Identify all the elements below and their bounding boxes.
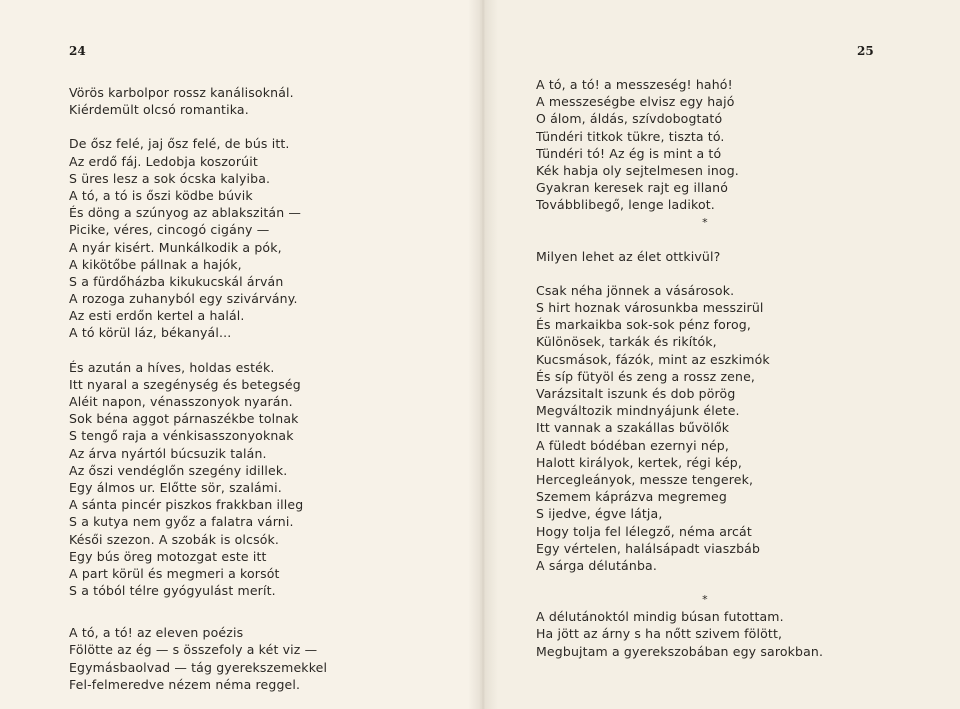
- poem-line: A nyár kisért. Munkálkodik a pók,: [69, 239, 282, 255]
- poem-line: A rozoga zuhanyból egy szivárvány.: [69, 291, 298, 307]
- poem-line: Továbblibegő, lenge ladikot.: [536, 197, 715, 213]
- poem-line: A messzeségbe elvisz egy hajó: [536, 94, 735, 110]
- poem-line: A kikötőbe pállnak a hajók,: [69, 256, 242, 272]
- poem-line: Ha jött az árny s ha nőtt szivem fölött,: [536, 626, 783, 642]
- poem-line: S ijedve, égve látja,: [536, 506, 663, 522]
- poem-line: O álom, áldás, szívdobogtató: [536, 111, 723, 127]
- poem-line: Különösek, tarkák és rikítók,: [536, 334, 717, 350]
- book-gutter: [468, 0, 498, 709]
- section-separator: *: [702, 215, 708, 229]
- poem-line: S a fürdőházba kikukucskál árván: [69, 273, 284, 289]
- poem-line: Egy bús öreg motozgat este itt: [69, 548, 267, 564]
- poem-line: Picike, véres, cincogó cigány —: [69, 222, 270, 238]
- poem-line: Egy álmos ur. Előtte sör, szalámi.: [69, 479, 282, 495]
- stanza-break: [536, 574, 874, 591]
- poem-line: Csak néha jönnek a vásárosok.: [536, 282, 735, 298]
- poem-line: Fel-felmeredve nézem néma reggel.: [69, 676, 301, 692]
- poem-line: De ősz felé, jaj ősz felé, de bús itt.: [69, 136, 290, 152]
- poem-line: Az erdő fáj. Ledobja koszorúit: [69, 153, 258, 169]
- poem-line: És síp fütyöl és zeng a rossz zene,: [536, 368, 756, 384]
- poem-line: Aléit napon, vénasszonyok nyarán.: [69, 394, 293, 409]
- poem-line: És markaikba sok-sok pénz forog,: [536, 317, 751, 333]
- poem-line: Kucsmások, fázók, mint az eszkimók: [536, 351, 770, 367]
- stanza-break: [69, 342, 327, 359]
- poem-line: Gyakran keresek rajt eg illanó: [536, 180, 729, 196]
- poem-line: Megváltozik mindnyájunk élete.: [536, 403, 740, 419]
- poem-line: Késői szezon. A szobák is olcsók.: [69, 531, 280, 547]
- poem-line: Vörös karbolpor rossz kanálisoknál.: [69, 85, 294, 100]
- poem-line: A tó, a tó! az eleven poézis: [69, 625, 244, 641]
- poem-line: S a tóból télre gyógyulást merít.: [69, 583, 276, 599]
- poem-line: Kiérdemült olcsó romantika.: [69, 102, 249, 118]
- poem-line: Egymásbaolvad — tág gyerekszemekkel: [69, 659, 328, 675]
- poem-line: A füledt bódéban ezernyi nép,: [536, 437, 730, 453]
- poem-line: A sánta pincér piszkos frakkban illeg: [69, 497, 304, 513]
- poem-line: Itt nyaral a szegénység és betegség: [69, 376, 301, 392]
- poem-line: És döng a szúnyog az ablakszitán —: [69, 205, 302, 221]
- poem-line: Hercegleányok, messze tengerek,: [536, 471, 754, 487]
- poem-line: És azután a híves, holdas esték.: [69, 359, 275, 375]
- poem-line: Milyen lehet az élet ottkivül?: [536, 248, 721, 264]
- poem-line: Szemem káprázva megremeg: [536, 489, 727, 505]
- poem-line: Varázsitalt iszunk és dob pörög: [536, 386, 736, 401]
- poem-line: Halott királyok, kertek, régi kép,: [536, 454, 742, 470]
- poem-line: Az árva nyártól búcsuzik talán.: [69, 445, 267, 461]
- poem-line: A tó, a tó! a messzeség! hahó!: [536, 77, 733, 92]
- poem-line: Megbujtam a gyerekszobában egy sarokban.: [536, 643, 824, 659]
- left-page-number: 24: [69, 44, 86, 58]
- poem-line: S a kutya nem győz a falatra várni.: [69, 514, 294, 530]
- stanza-break: [69, 599, 327, 624]
- poem-line: Az őszi vendéglőn szegény idillek.: [69, 462, 288, 478]
- right-page-number: 25: [857, 44, 874, 58]
- stanza-break: [536, 265, 874, 282]
- right-page-poem: [536, 76, 874, 660]
- poem-line: Kék habja oly sejtelmesen inog.: [536, 162, 739, 178]
- poem-line: Itt vannak a szakállas bűvölők: [536, 420, 730, 436]
- section-separator: *: [702, 593, 708, 607]
- poem-line: A tó körül láz, békanyál...: [69, 325, 232, 341]
- poem-line: Sok béna aggot párnaszékbe tolnak: [69, 411, 299, 427]
- poem-line: Tündéri tó! Az ég is mint a tó: [536, 145, 722, 161]
- poem-line: Fölötte az ég — s összefoly a két viz —: [69, 642, 318, 658]
- poem-line: S üres lesz a sok ócska kalyiba.: [69, 170, 271, 186]
- poem-line: A part körül és megmeri a korsót: [69, 565, 280, 581]
- poem-line: S hirt hoznak városunkba messzirül: [536, 300, 764, 316]
- poem-line: Egy vértelen, halálsápadt viaszbáb: [536, 540, 761, 556]
- poem-line: Tündéri titkok tükre, tiszta tó.: [536, 128, 725, 144]
- poem-line: A sárga délutánba.: [536, 557, 657, 573]
- poem-line: A délutánoktól mindig búsan futottam.: [536, 609, 784, 625]
- left-page-poem: [69, 84, 327, 693]
- poem-line: Hogy tolja fel lélegző, néma arcát: [536, 523, 752, 539]
- poem-line: Az esti erdőn kertel a halál.: [69, 308, 245, 324]
- stanza-break: [69, 118, 327, 135]
- stanza-break: [536, 231, 874, 248]
- poem-line: A tó, a tó is őszi ködbe búvik: [69, 187, 253, 203]
- poem-line: S tengő raja a vénkisasszonyoknak: [69, 428, 294, 444]
